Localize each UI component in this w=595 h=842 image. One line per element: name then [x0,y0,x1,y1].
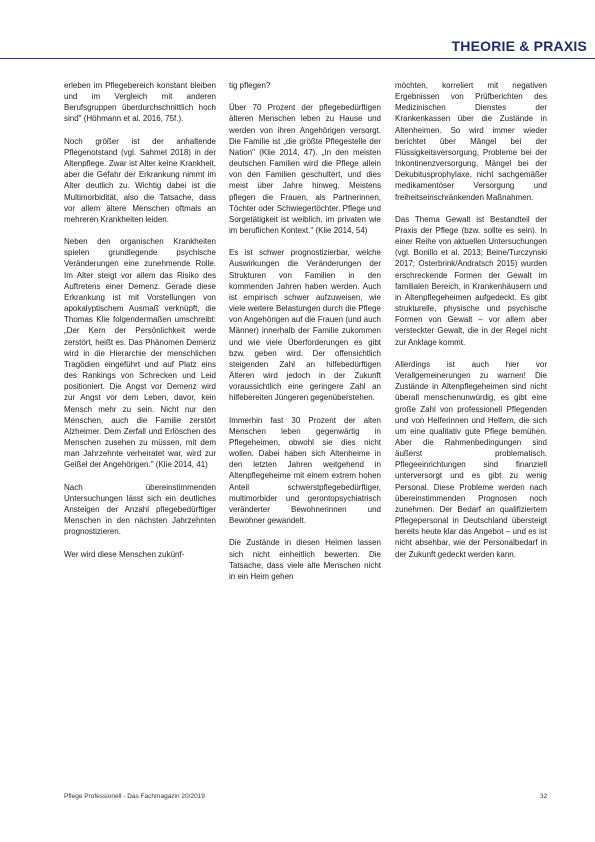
paragraph: Wer wird diese Menschen zukünf- [64,549,185,559]
paragraph: Neben den organischen Krankheiten spielen grundlegende psychische Veränderungen eine zunehmende Rolle. Im Alter steigt vor allem das Risiko des Auftretens einer Demenz. Gerade diese Erkrankung ist mit Vorstellungen von apokalyptischem Ausmaß verknüpft, die Thomas Klie folgendermaßen umschreibt: „Der Kern der Persönlichkeit werde zerstört, heißt es. Das Phänomen Demenz wird in die Hierarchie der menschlichen Tragödien eingeführt und auf Platz eins des Rankings von Schrecken und Leid positioniert. Die Angst vor Demenz wird zur Angst vor dem Leben, davor, kein Mensch mehr zu sein. Nicht nur den Menschen, auch die Familie zerstört Alzheimer. Dem Zerfall und Erlöschen des Menschen zusehen zu müssen, mit dem man Jahrzehnte verheiratet war, wird zur Geißel der Angehörigen." (Klie 2014, 41) [64,237,216,470]
paragraph: Nach übereinstimmenden Untersuchungen lässt sich ein deutliches Ansteigen der Anzahl pflegebedürftiger Menschen in den nächsten Jahrzehnten prognostizieren. [64,482,216,537]
text-column-1 [64,80,216,571]
paragraph: erleben im Pflegebereich konstant bleiben und im Vergleich mit anderen Berufsgruppen überdurchschnittlich hoch sind" (Höhmann et al. 2016, 75f.). [64,81,216,124]
paragraph: tig pflegen? [229,81,271,90]
header-rule [0,58,595,59]
paragraph: Es ist schwer prognostizierbar, welche Auswirkungen die Veränderungen der Strukturen von Familien in den kommenden Jahren haben werden. Auch ist empirisch schwer aufzuweisen, wie viele weitere Belastungen durch die Pflege von Angehörigen auf die Frauen (und auch Männer) innerhalb der Familie zukommen und wie viele Überforderungen es gibt bzw. geben wird. Der offensichtlich steigenden Zahl an hilfebedürftigen Älteren wird jedoch in der Zukunft voraussichtlich eine geringere Zahl an hilfebereiten Jüngeren gegenüberstehen. [229,248,381,403]
paragraph: Über 70 Prozent der pflegebedürftigen älteren Menschen leben zu Hause und werden von ihren Angehörigen versorgt. Die Familie ist „die größte Pflegestelle der Nation" (Klie 2014, 47). „In den meisten deutschen Familien wird die Pflege allein von den Familien geschultert, und dies meist über Jahre hinweg. Meistens pflegen die Frauen, als Partnerinnen, Töchter oder Schwiegertöchter. Pflege und Sorgetätigkeit ist weiblich, im privaten wie im beruflichen Kontext." (Klie 2014, 54) [229,103,381,236]
paragraph: Allerdings ist auch hier vor Verallgemeinerungen zu warnen! Die Zustände in Altenpflegeheimen sind nicht überall menschenunwürdig, es gibt eine große Zahl von professionell Pflegenden und von Helferinnen und Helfern, die sich um eine qualitativ gute Pflege bemühen. Aber die Rahmenbedingungen sind äußerst problematisch. Pflegeeinrichtungen sind finanziell unterversorgt und es gibt zu wenig Personal. Diese Probleme werden nach übereinstimmenden Prognosen noch zunehmen. Der Bedarf an qualifiziertem Pflegepersonal in Deutschland übersteigt bereits heute klar das Angebot – und es ist nicht absehbar, wie der Personalbedarf in der Zukunft gedeckt werden kann. [395,359,547,559]
section-title: THEORIE & PRAXIS [451,38,587,54]
paragraph: Immerhin fast 30 Prozent der alten Menschen leben gegenwärtig in Pflegeheimen, obwohl sie dies nicht wollen. Dabei haben sich Altenheime in den letzten Jahren weitgehend in Altenpflegeheime mit einem extrem hohen Anteil schwerstpflegebedürftiger, multimorbider und gerontopsychiatrisch veränderter Bewohnerinnen und Bewohner gewandelt. [229,415,381,526]
paragraph: Noch größer ist der anhaltende Pflegenotstand (vgl. Sahmel 2018) in der Altenpflege. Zwar ist Alter keine Krankheit, aber die Gefahr der Erkrankung nimmt im Alter deutlich zu. Wichtig dabei ist die Multimorbidität, also die Tatsache, dass vor allem ältere Menschen oftmals an mehreren Krankheiten leiden. [64,136,216,224]
page-number: 32 [540,793,548,800]
paragraph: Die Zustände in diesen Heimen lassen sich nicht einheitlich bewerten. Die Tatsache, dass viele alte Menschen nicht in ein Heim gehen [229,538,381,581]
paragraph: Das Thema Gewalt ist Bestandteil der Praxis der Pflege (bzw. sollte es sein). In einer Reihe von aktuellen Untersuchungen (vgl. Bonillo et al. 2013; Beine/Turczynski 2017; Osterbrink/Andratsch 2015) wurden erschreckende Formen der Gewalt im familialen Bereich, in Krankenhäusern und in Altenpflegeheimen aufgedeckt. Es gibt strukturelle, physische und psychische Formen von Gewalt – vor allem aber versteckter Gewalt, die in der Regel nicht zur Anklage kommt. [395,214,547,347]
footer-publication: Pflege Professionell - Das Fachmagazin 20/2019 [64,793,205,800]
text-column-2 [229,80,381,593]
paragraph: möchten, korreliert mit negativen Ergebnissen von Prüfberichten des Medizinischen Dienstes der Krankenkassen über die Zustände in Altenheimen. So wird immer wieder berichtet über Mängel bei der Flüssigkeitsversorgung, Probleme bei der Inkontinenzversorgung, Mängel bei der Dekubitusprophylaxe, nicht sachgemäßer medikamentöser Versorgung und freiheitseinschränkenden Maßnahmen. [395,81,547,202]
text-column-3 [395,80,547,571]
